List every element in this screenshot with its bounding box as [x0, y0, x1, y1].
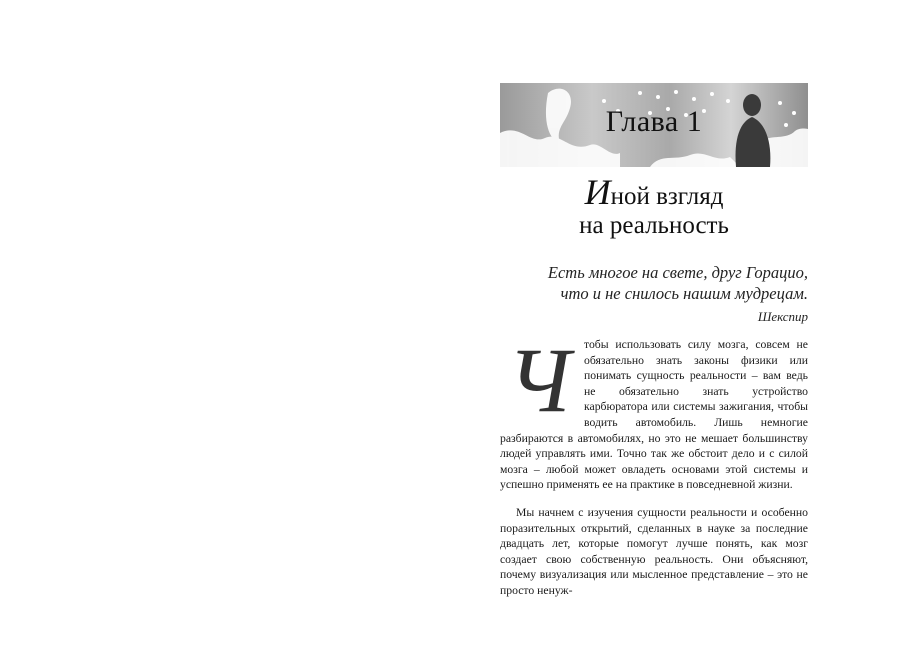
chapter-banner: [500, 83, 808, 167]
title-line2: на реальность: [579, 212, 729, 239]
drop-cap: Ч: [507, 329, 571, 431]
paragraph-1-text: тобы использовать силу мозга, совсем не обязательно знать законы физики или понимать сущность реальности – вам ведь не обязательно знать устройство карбюратора или системы зажигания, чтобы водить автомобиль. Лишь немногие разбираются в автомобилях, но это не мешает большинству людей управлять ими. Точно так же обстоит дело и с силой мозга – любой может овладеть основами этой системы и успешно применять ее на практике в повседневной жизни.: [500, 338, 808, 492]
title-line1: ной взгляд: [610, 183, 724, 210]
epigraph-line2: что и не снилось нашим мудрецам.: [560, 284, 808, 303]
epigraph-line1: Есть многое на свете, друг Горацио,: [547, 263, 808, 282]
dropcap-spacer: [500, 337, 584, 415]
paragraph-2: Мы начнем с изучения сущности реальности и особенно поразительных открытий, сделанных в науке за последние двадцать лет, которые помогут лучше понять, как мозг создает свою собственную реальность. Они объясняют, почему визуализация или мысленное представление – это не просто ненуж-: [500, 506, 808, 597]
chapter-label: Глава 1: [605, 105, 703, 138]
epigraph: [500, 262, 808, 327]
epigraph-author: Шекспир: [757, 309, 808, 324]
chapter-title: [500, 172, 808, 240]
title-initial: И: [584, 172, 611, 212]
paragraph-1: [500, 329, 808, 493]
